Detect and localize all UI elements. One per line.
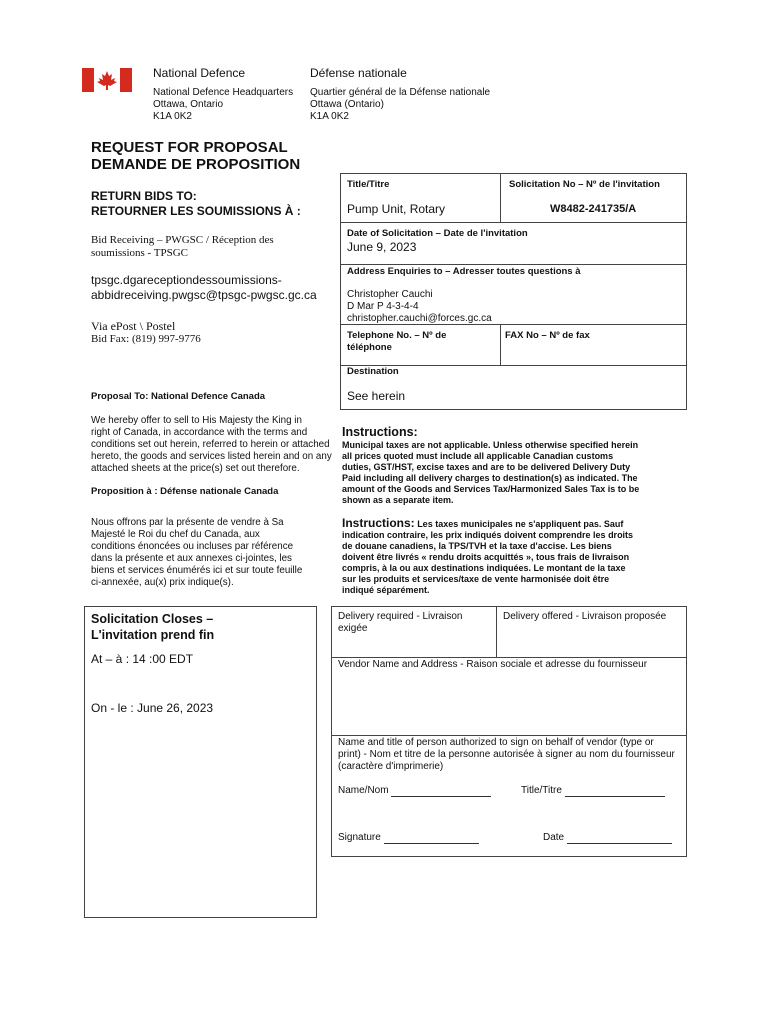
title-label: Title/Titre xyxy=(347,179,390,190)
instructions-heading-en: Instructions: xyxy=(342,425,418,439)
destination-label: Destination xyxy=(347,366,399,377)
closing-time: At – à : 14 :00 EDT xyxy=(91,652,194,666)
vendor-name-label: Vendor Name and Address - Raison sociale et adresse du fournisseur xyxy=(338,659,648,670)
canada-flag-icon xyxy=(82,68,132,92)
title-value: Pump Unit, Rotary xyxy=(347,202,446,216)
enquiries-contact: Christopher Cauchi D Mar P 4-3-4-4 christopher.cauchi@forces.gc.ca xyxy=(347,289,492,324)
proposal-to-en: Proposal To: National Defence Canada xyxy=(91,391,266,402)
destination-value: See herein xyxy=(347,389,406,403)
page-title: REQUEST FOR PROPOSAL DEMANDE DE PROPOSITION xyxy=(91,139,301,173)
vendor-form-box xyxy=(331,606,687,857)
instructions-body-fr: Instructions: Les taxes municipales ne s'appliquent pas. Sauf indication contraire, les prix indiqués doivent comprendre les droits de douane canadiens, la TPS/TVH et la taxe d'accise. Les biens doivent être livrés « rendu droits acquittés », tous frais de livraison compris, à la ou aux destinations indiquées. Le montant de la taxe sur les produits et services/taxe de vente harmonisée doit être indiqué séparément. xyxy=(342,516,634,595)
delivery-offered-label: Delivery offered - Livraison proposée xyxy=(503,611,667,622)
offer-text-en: We hereby offer to sell to His Majesty the King in right of Canada, in accordance with the terms and conditions set out herein, referred to herein or attached hereto, the goods and services listed herein and on any attached sheets at the price(s) set out therefore. xyxy=(91,415,332,474)
authorized-person-label: Name and title of person authorized to sign on behalf of vendor (type or print) - Nom et titre de la personne autorisée à signer au nom du fournisseur (caractère d'imprimerie) xyxy=(338,737,675,772)
bid-via: Via ePost \ Postel xyxy=(91,319,176,333)
solicitation-no-label: Solicitation No – Nº de l'invitation xyxy=(509,179,660,190)
bid-fax: Bid Fax: (819) 997-9776 xyxy=(91,333,201,345)
date-field[interactable]: Date xyxy=(543,832,672,844)
solicitation-date-label: Date of Solicitation – Date de l'invitation xyxy=(347,228,528,239)
dept-address-en: National Defence Headquarters Ottawa, Ontario K1A 0K2 xyxy=(153,87,294,122)
proposal-to-fr: Proposition à : Défense nationale Canada xyxy=(91,486,279,497)
dept-address-fr: Quartier général de la Défense nationale Ottawa (Ontario) K1A 0K2 xyxy=(310,87,491,122)
return-bids-heading: RETURN BIDS TO: RETOURNER LES SOUMISSIONS À : xyxy=(91,189,301,218)
delivery-required-label: Delivery required - Livraison exigée xyxy=(338,611,463,634)
dept-name-en: National Defence xyxy=(153,66,246,80)
enquiries-label: Address Enquiries to – Adresser toutes questions à xyxy=(347,266,581,277)
title-field[interactable]: Title/Titre xyxy=(521,785,665,797)
instructions-body-en: Municipal taxes are not applicable. Unless otherwise specified herein all prices quoted must include all applicable Canadian customs duties, GST/HST, excise taxes and are to be delivered Delivery Duty Paid including all delivery charges to destination(s) as indicated. The amount of the Goods and Services Tax/Harmonized Sales Tax is to be shown as a separate item. xyxy=(342,440,640,505)
fax-label: FAX No – Nº de fax xyxy=(505,330,590,341)
bid-receiving: Bid Receiving – PWGSC / Réception des soumissions - TPSGC xyxy=(91,234,274,259)
name-field[interactable]: Name/Nom xyxy=(338,785,491,797)
instructions-heading-fr: Instructions: xyxy=(342,516,415,530)
closing-date: On - le : June 26, 2023 xyxy=(91,701,214,715)
dept-name-fr: Défense nationale xyxy=(310,66,407,80)
solicitation-closes-title: Solicitation Closes – L'invitation prend fin xyxy=(91,612,215,642)
solicitation-date-value: June 9, 2023 xyxy=(347,240,417,254)
solicitation-no-value: W8482-241735/A xyxy=(550,203,637,215)
signature-field[interactable]: Signature xyxy=(338,832,479,844)
telephone-label: Telephone No. – Nº de téléphone xyxy=(347,330,447,353)
offer-text-fr: Nous offrons par la présente de vendre à Sa Majesté le Roi du chef du Canada, aux conditions énoncées ou incluses par référence dans la présente et aux annexes ci-jointes, les biens et services énumérés ici et sur toute feuille ci-annexée, au(x) prix indique(s). xyxy=(91,517,303,588)
bid-email: tpsgc.dgareceptiondessoumissions- abbidreceiving.pwgsc@tpsgc-pwgsc.gc.ca xyxy=(91,273,317,302)
